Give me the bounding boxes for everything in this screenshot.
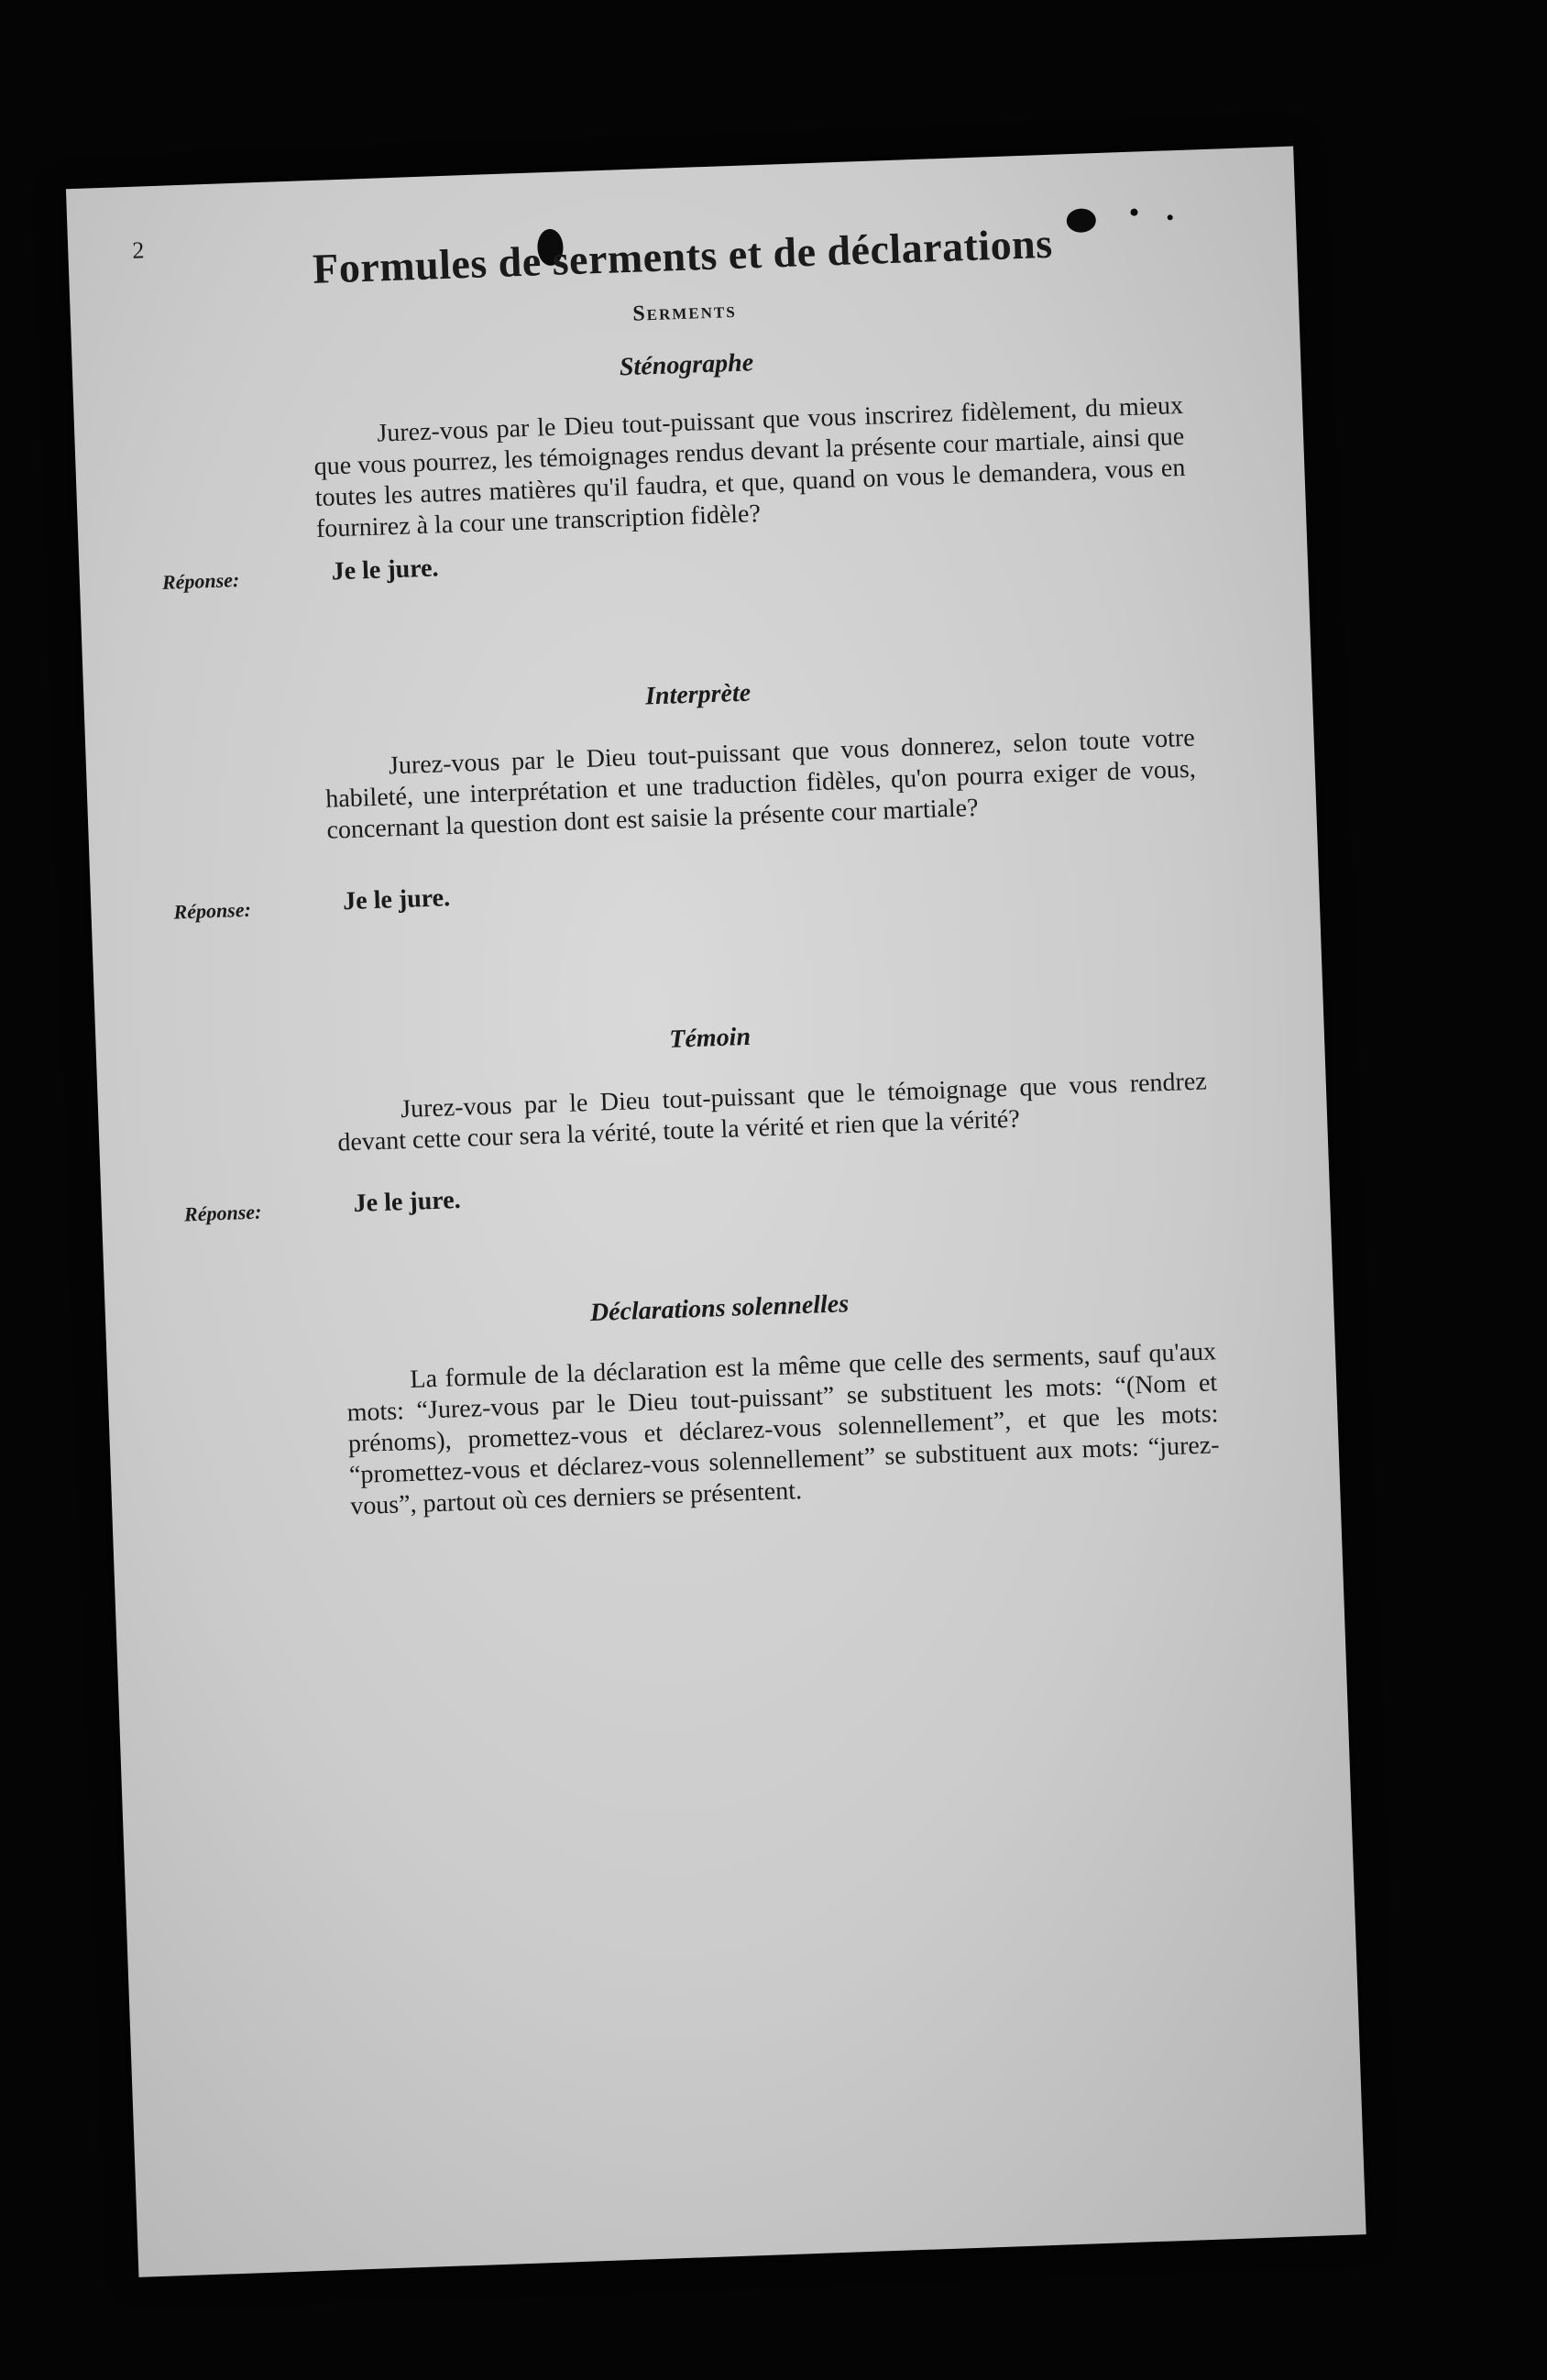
- response-label: Réponse:: [161, 567, 240, 594]
- page-title: Formules de serments et de déclarations: [312, 219, 1054, 292]
- response-text: Je le jure.: [331, 554, 440, 587]
- subheading-stenographe: Sténographe: [619, 348, 754, 382]
- oath-text-interprete: Jurez-vous par le Dieu tout-puissant que vous donnerez, selon toute votre habileté, une interprétation et une traduction fidèles, qu'on pourra exiger de vous, concernant la question dont est saisie la présente cour martiale?: [324, 723, 1197, 845]
- response-label: Réponse:: [183, 1200, 262, 1226]
- response-text: Je le jure.: [342, 883, 451, 916]
- response-label: Réponse:: [173, 897, 252, 924]
- document-page: [66, 147, 1366, 2277]
- section-title: Serments: [631, 298, 738, 326]
- declaration-text: La formule de la déclaration est la même que celle des serments, sauf qu'aux mots: “Jurez-vous par le Dieu tout-puissant” se substituent les mots: “(Nom et prénoms), promettez-vous et déclarez-vous solennellement”, et que les mots: “promettez-vous et déclarez-vous solennellement” se substituent aux mots: “jurez-vous”, partout où ces derniers se présentent.: [346, 1337, 1221, 1521]
- oath-text-temoin: Jurez-vous par le Dieu tout-puissant que le témoignage que vous rendrez devant cette cour sera la vérité, toute la vérité et rien que la vérité?: [336, 1067, 1208, 1157]
- oath-text-stenographe: Jurez-vous par le Dieu tout-puissant que vous inscrirez fidèlement, du mieux que vous pourrez, les témoignages rendus devant la présente cour martiale, ainsi que toutes les autres matières qu'il faudra, et que, quand on vous le demandera, vous en fournirez à la cour une transcription fidèle?: [313, 390, 1186, 543]
- subheading-temoin: Témoin: [668, 1022, 752, 1054]
- response-text: Je le jure.: [353, 1185, 462, 1219]
- subheading-interprete: Interprète: [644, 678, 752, 711]
- subheading-declarations: Déclarations solennelles: [589, 1289, 850, 1328]
- page-number: 2: [131, 236, 145, 264]
